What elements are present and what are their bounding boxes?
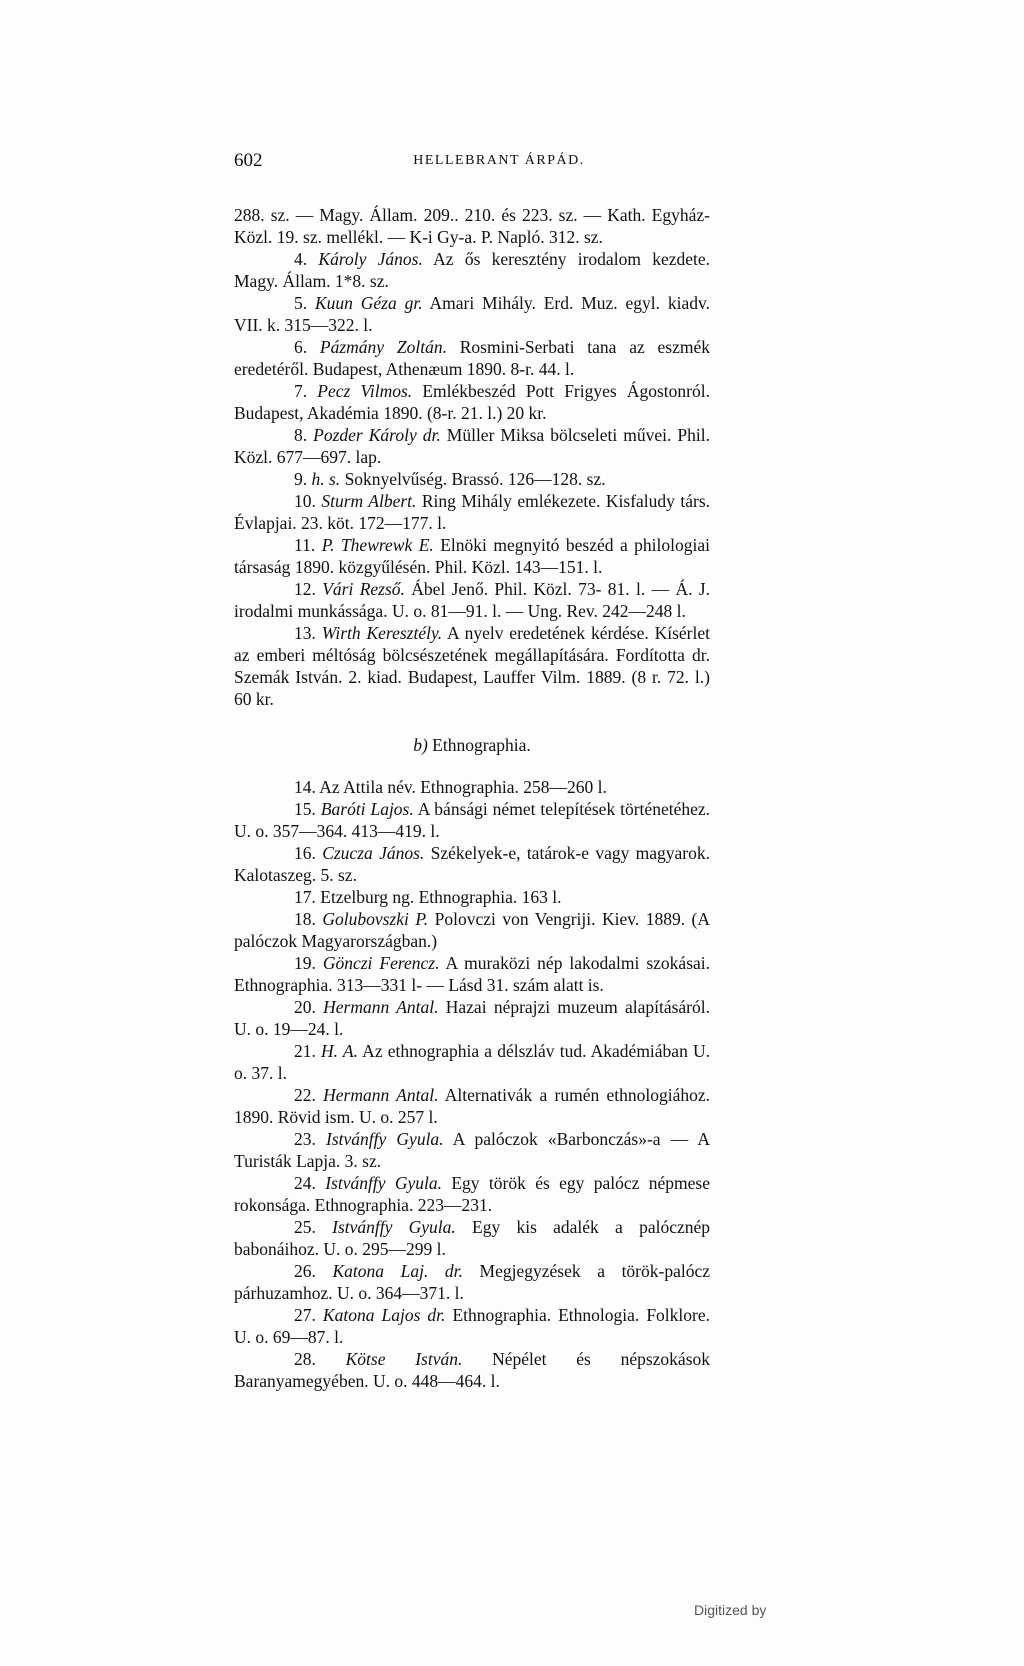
entry-8 bbox=[234, 424, 710, 468]
entry-number: 14. bbox=[294, 777, 316, 797]
entry-author: Hermann Antal. bbox=[323, 1085, 439, 1105]
entry-text: Etzelburg ng. Ethnographia. 163 l. bbox=[320, 887, 562, 907]
entry-number: 9. bbox=[294, 469, 308, 489]
entry-author: h. s. bbox=[311, 469, 341, 489]
entry-number: 17. bbox=[294, 887, 316, 907]
entry-19 bbox=[234, 952, 710, 996]
entry-23 bbox=[234, 1128, 710, 1172]
entry-12 bbox=[234, 578, 710, 622]
entry-number: 19. bbox=[294, 953, 316, 973]
section-title: Ethnographia. bbox=[427, 735, 531, 755]
entry-18 bbox=[234, 908, 710, 952]
entry-21 bbox=[234, 1040, 710, 1084]
entry-text: Ethnographia. Ethnologia. Folklore. U. o. 69—87. l. bbox=[234, 1305, 710, 1347]
entry-number: 20. bbox=[294, 997, 316, 1017]
entry-16 bbox=[234, 842, 710, 886]
entry-text: A nyelv eredetének kérdése. Kísérlet az emberi méltóság bölcsészetének megállapítására. Fordította dr. Szemák István. 2. kiad. Budapest, Lauffer Vilm. 1889. (8 r. 72. l.) 60 kr. bbox=[234, 623, 711, 709]
entry-number: 21. bbox=[294, 1041, 316, 1061]
entry-number: 12. bbox=[294, 579, 316, 599]
entry-author: Istvánffy Gyula. bbox=[332, 1217, 456, 1237]
entry-7 bbox=[234, 380, 710, 424]
entry-author: Istvánffy Gyula. bbox=[326, 1129, 444, 1149]
entry-25 bbox=[234, 1216, 710, 1260]
entry-author: Wirth Keresztély. bbox=[321, 623, 443, 643]
entry-text: Egy török és egy palócz népmese rokonsága. Ethnographia. 223—231. bbox=[234, 1173, 710, 1215]
section-letter: b) bbox=[413, 735, 428, 755]
entry-continuation: 288. sz. — Magy. Állam. 209.. 210. és 223. sz. — Kath. Egyház-Közl. 19. sz. mellékl. — K-i Gy-a. P. Napló. 312. sz. bbox=[234, 205, 710, 247]
entry-5 bbox=[234, 292, 710, 336]
entry-text: Rosmini-Serbati tana az eszmék eredetéről. Budapest, Athenæum 1890. 8-r. 44. l. bbox=[234, 337, 710, 379]
entry-author: Pozder Károly dr. bbox=[313, 425, 441, 445]
entry-author: H. A. bbox=[321, 1041, 358, 1061]
entry-number: 11. bbox=[294, 535, 316, 555]
entry-11 bbox=[234, 534, 710, 578]
entry-4 bbox=[234, 248, 710, 292]
section-heading-ethnographia bbox=[234, 734, 710, 756]
entry-6 bbox=[234, 336, 710, 380]
entry-text: Alternativák a rumén ethnologiához. 1890. Rövid ism. U. o. 257 l. bbox=[234, 1085, 711, 1127]
entry-author: P. Thewrewk E. bbox=[321, 535, 434, 555]
entry-text: Ábel Jenő. Phil. Közl. 73- 81. l. — Á. J. irodalmi munkássága. U. o. 81—91. l. — Ung. Rev. 242—248 l. bbox=[234, 579, 710, 621]
entry-text: Müller Miksa bölcseleti művei. Phil. Közl. 677—697. lap. bbox=[234, 425, 711, 467]
entry-text: Amari Mihály. Erd. Muz. egyl. kiadv. VII. k. 315—322. l. bbox=[234, 293, 710, 335]
entry-number: 6. bbox=[294, 337, 308, 357]
entry-text: Emlékbeszéd Pott Frigyes Ágostonról. Budapest, Akadémia 1890. (8-r. 21. l.) 20 kr. bbox=[234, 381, 710, 423]
entry-number: 27. bbox=[294, 1305, 316, 1325]
entry-number: 16. bbox=[294, 843, 316, 863]
entry-17 bbox=[234, 886, 710, 908]
entry-14 bbox=[234, 776, 710, 798]
entry-number: 24. bbox=[294, 1173, 316, 1193]
page-number: 602 bbox=[234, 150, 263, 171]
entry-number: 4. bbox=[294, 249, 308, 269]
entry-text: Egy kis adalék a palócznép babonáihoz. U. o. 295—299 l. bbox=[234, 1217, 710, 1259]
entry-author: Czucza János. bbox=[322, 843, 425, 863]
page-header bbox=[234, 150, 714, 178]
entry-text: Elnöki megnyitó beszéd a philologiai társaság 1890. közgyűlésén. Phil. Közl. 143—151. l. bbox=[234, 535, 710, 577]
entry-author: Baróti Lajos. bbox=[320, 799, 414, 819]
entry-number: 25. bbox=[294, 1217, 316, 1237]
entry-number: 28. bbox=[294, 1349, 316, 1369]
entry-author: Kötse István. bbox=[345, 1349, 463, 1369]
entry-author: Pecz Vilmos. bbox=[317, 381, 413, 401]
entry-number: 7. bbox=[294, 381, 308, 401]
entry-13 bbox=[234, 622, 710, 710]
entry-author: Istvánffy Gyula. bbox=[325, 1173, 442, 1193]
entry-text: A muraközi nép lakodalmi szokásai. Ethnographia. 313—331 l- — Lásd 31. szám alatt is. bbox=[234, 953, 711, 995]
entry-text: Az Attila név. Ethnographia. 258—260 l. bbox=[319, 777, 607, 797]
bibliography-content bbox=[234, 204, 710, 1392]
entry-number: 26. bbox=[294, 1261, 316, 1281]
entry-text: Hazai néprajzi muzeum alapításáról. U. o. 19—24. l. bbox=[234, 997, 710, 1039]
entry-author: Katona Laj. dr. bbox=[332, 1261, 463, 1281]
entry-20 bbox=[234, 996, 710, 1040]
entry-text: Székelyek-e, tatárok-e vagy magyarok. Kalotaszeg. 5. sz. bbox=[234, 843, 711, 885]
entry-author: Hermann Antal. bbox=[323, 997, 439, 1017]
entry-text: Az ethnographia a délszláv tud. Akadémiában U. o. 37. l. bbox=[234, 1041, 711, 1083]
entry-28 bbox=[234, 1348, 710, 1392]
entry-9 bbox=[234, 468, 710, 490]
entry-author: Pázmány Zoltán. bbox=[319, 337, 447, 357]
entry-author: Gönczi Ferencz. bbox=[322, 953, 440, 973]
entry-text: A palóczok «Barbonczás»-a — A Turisták Lapja. 3. sz. bbox=[234, 1129, 710, 1171]
entry-author: Sturm Albert. bbox=[321, 491, 417, 511]
entry-number: 18. bbox=[294, 909, 316, 929]
entry-author: Vári Rezső. bbox=[322, 579, 405, 599]
entry-author: Károly János. bbox=[318, 249, 423, 269]
entry-text: Népélet és népszokások Baranyamegyében. U. o. 448—464. l. bbox=[234, 1349, 711, 1391]
entry-text: A bánsági német telepítések történetéhez. U. o. 357—364. 413—419. l. bbox=[234, 799, 710, 841]
entry-text: Megjegyzések a török-palócz párhuzamhoz. U. o. 364—371. l. bbox=[234, 1261, 711, 1303]
entry-number: 5. bbox=[294, 293, 308, 313]
entry-10 bbox=[234, 490, 710, 534]
entry-number: 10. bbox=[294, 491, 316, 511]
entry-27 bbox=[234, 1304, 710, 1348]
entry-number: 15. bbox=[294, 799, 316, 819]
entry-22 bbox=[234, 1084, 710, 1128]
entry-number: 22. bbox=[294, 1085, 316, 1105]
entry-24 bbox=[234, 1172, 710, 1216]
entry-text: Polovczi von Vengriji. Kiev. 1889. (A palóczok Magyarországban.) bbox=[234, 909, 711, 951]
running-head: HELLEBRANT ÁRPÁD. bbox=[413, 153, 585, 168]
entry-15 bbox=[234, 798, 710, 842]
entry-author: Kuun Géza gr. bbox=[314, 293, 423, 313]
entry-text: Ring Mihály emlékezete. Kisfaludy társ. Évlapjai. 23. köt. 172—177. l. bbox=[234, 491, 711, 533]
entry-number: 8. bbox=[294, 425, 308, 445]
entry-text: Soknyelvűség. Brassó. 126—128. sz. bbox=[340, 469, 606, 489]
entry-26 bbox=[234, 1260, 710, 1304]
entry-number: 13. bbox=[294, 623, 316, 643]
entry-text: Az ős keresztény irodalom kezdete. Magy. Állam. 1*8. sz. bbox=[234, 249, 711, 291]
digitized-by-footer: Digitized by bbox=[694, 1602, 767, 1618]
entry-number: 23. bbox=[294, 1129, 316, 1149]
entry-author: Golubovszki P. bbox=[322, 909, 429, 929]
entry-author: Katona Lajos dr. bbox=[322, 1305, 446, 1325]
